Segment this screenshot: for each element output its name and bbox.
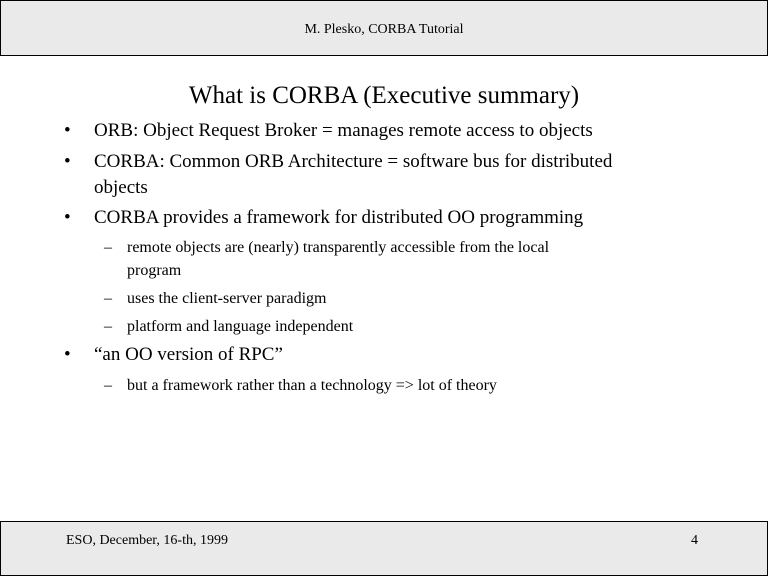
sub-text: but a framework rather than a technology => lot of theory: [127, 377, 497, 394]
sub-item-theory: [104, 374, 497, 397]
bullet-text: ORB: Object Request Broker = manages remote access to objects: [94, 120, 593, 141]
sub-text: remote objects are (nearly) transparently accessible from the local: [127, 239, 550, 256]
sub-item-remote-objects: [104, 236, 550, 259]
bullet-text: “an OO version of RPC”: [94, 344, 283, 365]
sub-text: uses the client-server paradigm: [127, 290, 327, 307]
header-text: M. Plesko, CORBA Tutorial: [304, 22, 464, 37]
sub-item-client-server: [104, 287, 327, 310]
bullet-item-corba: [64, 149, 613, 175]
bullet-text-continuation: objects: [94, 177, 148, 198]
sub-item-platform: [104, 315, 354, 338]
footer-date: ESO, December, 16-th, 1999: [66, 533, 228, 548]
slide-title: What is CORBA (Executive summary): [188, 82, 580, 109]
sub-marker: –: [104, 290, 112, 307]
sub-marker: –: [104, 318, 112, 335]
bullet-marker: •: [64, 344, 71, 365]
page-number: 4: [691, 533, 698, 548]
sub-marker: –: [104, 377, 112, 394]
sub-text: platform and language independent: [127, 318, 354, 335]
bullet-text: CORBA provides a framework for distributed OO programming: [94, 207, 584, 228]
sub-text-continuation: program: [127, 262, 182, 279]
bullet-text: CORBA: Common ORB Architecture = software bus for distributed: [94, 151, 613, 172]
bullet-item-orb: [64, 118, 593, 144]
bullet-marker: •: [64, 207, 71, 228]
header-band: [0, 0, 768, 56]
bullet-marker: •: [64, 151, 71, 172]
bullet-item-framework: [64, 205, 584, 231]
bullet-marker: •: [64, 120, 71, 141]
footer-band: [0, 521, 768, 576]
sub-marker: –: [104, 239, 112, 256]
bullet-item-rpc: [64, 342, 283, 368]
